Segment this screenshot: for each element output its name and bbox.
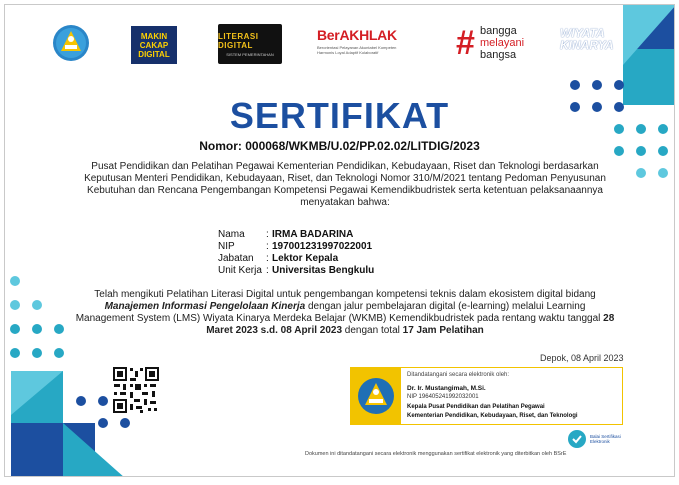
bsre-icon	[567, 429, 587, 449]
signer-name: Dr. Ir. Mustangimah, M.Si.	[407, 385, 486, 392]
tut-wuri-seal-icon	[357, 377, 395, 415]
tut-wuri-emblem-icon	[53, 25, 89, 61]
bsre-logo	[567, 429, 622, 449]
berakhlak-logo	[317, 27, 421, 55]
signed-note: Ditandatangani secara elektronik oleh:	[407, 372, 510, 378]
field-row	[218, 241, 374, 253]
field-colon: :	[266, 265, 269, 276]
signer-nip: NIP 196405241992032001	[407, 394, 479, 400]
field-value: IRMA BADARINA	[272, 229, 354, 240]
signature-emblem	[351, 368, 401, 424]
field-colon: :	[266, 253, 269, 264]
course-name: Manajemen Informasi Pengelolaan Kinerja	[104, 301, 306, 312]
certificate-title: SERTIFIKAT	[229, 95, 450, 136]
field-value: 197001231997022001	[272, 241, 373, 252]
field-label: NIP	[218, 241, 235, 252]
field-value: Lektor Kepala	[272, 253, 339, 264]
certificate-number: Nomor: 000068/WKMB/U.02/PP.02.02/LITDIG/2023	[199, 139, 480, 153]
field-row	[218, 229, 374, 241]
body-text-3: dengan total	[342, 325, 403, 336]
training-dates: 28 Maret 2023 s.d. 08 April 2023	[206, 313, 615, 336]
qr-code	[112, 366, 160, 414]
field-label: Nama	[218, 229, 245, 240]
wkmb-logo	[560, 27, 630, 57]
kemdikbud-logo	[53, 25, 89, 61]
literasi-digital-sub: SISTEM PEMERINTAHAN	[226, 51, 274, 57]
body-paragraph	[75, 289, 615, 337]
place-date: Depok, 08 April 2023	[540, 353, 624, 363]
bsre-label: Balai Sertifikasi Elektronik	[590, 434, 621, 444]
literasi-digital-logo	[218, 24, 282, 64]
wkmb-text-1: WIYATA	[560, 26, 605, 40]
body-text-1: Telah mengikuti Pelatihan Literasi Digital untuk pengembangan kompetensi teknis dalam ekosistem digital bidang	[94, 289, 596, 300]
field-row	[218, 265, 374, 277]
berakhlak-text: BerAKHLAK	[317, 27, 397, 43]
field-label: Jabatan	[218, 253, 254, 264]
berakhlak-sub: Berorientasi Pelayanan Akuntabel Kompeten Harmonis Loyal Adaptif Kolaboratif	[317, 45, 397, 55]
wkmb-text-3: MERDEKA BELAJAR	[560, 51, 621, 57]
field-label: Unit Kerja	[218, 265, 262, 276]
field-row	[218, 253, 374, 265]
recipient-fields	[218, 229, 374, 277]
bangga-text-3: bangsa	[480, 49, 517, 61]
makin-cakap-text: MAKIN CAKAP DIGITAL	[138, 31, 170, 59]
field-value: Universitas Bengkulu	[272, 265, 375, 276]
bangga-text-2: melayani	[480, 37, 525, 49]
certificate-page	[4, 4, 675, 477]
makin-cakap-digital-logo	[131, 26, 177, 64]
intro-paragraph: Pusat Pendidikan dan Pelatihan Pegawai Kementerian Pendidikan, Kebudayaan, Riset dan Teknologi berdasarkan Keputusan Menteri Pendidikan, Kebudayaan, Riset, dan Teknologi Nomor 310/M/2021 tentang Pedoman Penyusunan Kebutuhan dan Rencana Pengembangan Kompetensi Pegawai Kemendikbudristek serta ketentuan pelaksanaannya menyatakan bahwa:	[84, 161, 606, 208]
hashtag-icon: #	[456, 24, 475, 62]
literasi-digital-text: LITERASI DIGITAL	[218, 31, 259, 50]
signer-title-2: Kementerian Pendidikan, Kebudayaan, Riset, dan Teknologi	[407, 413, 578, 419]
field-colon: :	[266, 241, 269, 252]
training-hours: 17 Jam Pelatihan	[402, 325, 484, 336]
body-text-2: dengan jalur pembelajaran digital (e-learning) melalui Learning Management System (LMS) Wiyata Kinarya Merdeka Belajar (WKMB) Kemendikbudristek pada rentang waktu tanggal	[75, 301, 601, 324]
e-signature-box	[350, 367, 623, 425]
bangga-text-1: bangga	[480, 25, 517, 37]
signer-title-1: Kepala Pusat Pendidikan dan Pelatihan Pegawai	[407, 404, 545, 410]
wkmb-text-2: KINARYA	[560, 38, 614, 52]
footer-note: Dokumen ini ditandatangani secara elektronik menggunakan sertifikat elektronik yang diterbitkan oleh BSrE	[305, 451, 567, 457]
bangga-melayani-logo	[456, 23, 546, 69]
field-colon: :	[266, 229, 269, 240]
